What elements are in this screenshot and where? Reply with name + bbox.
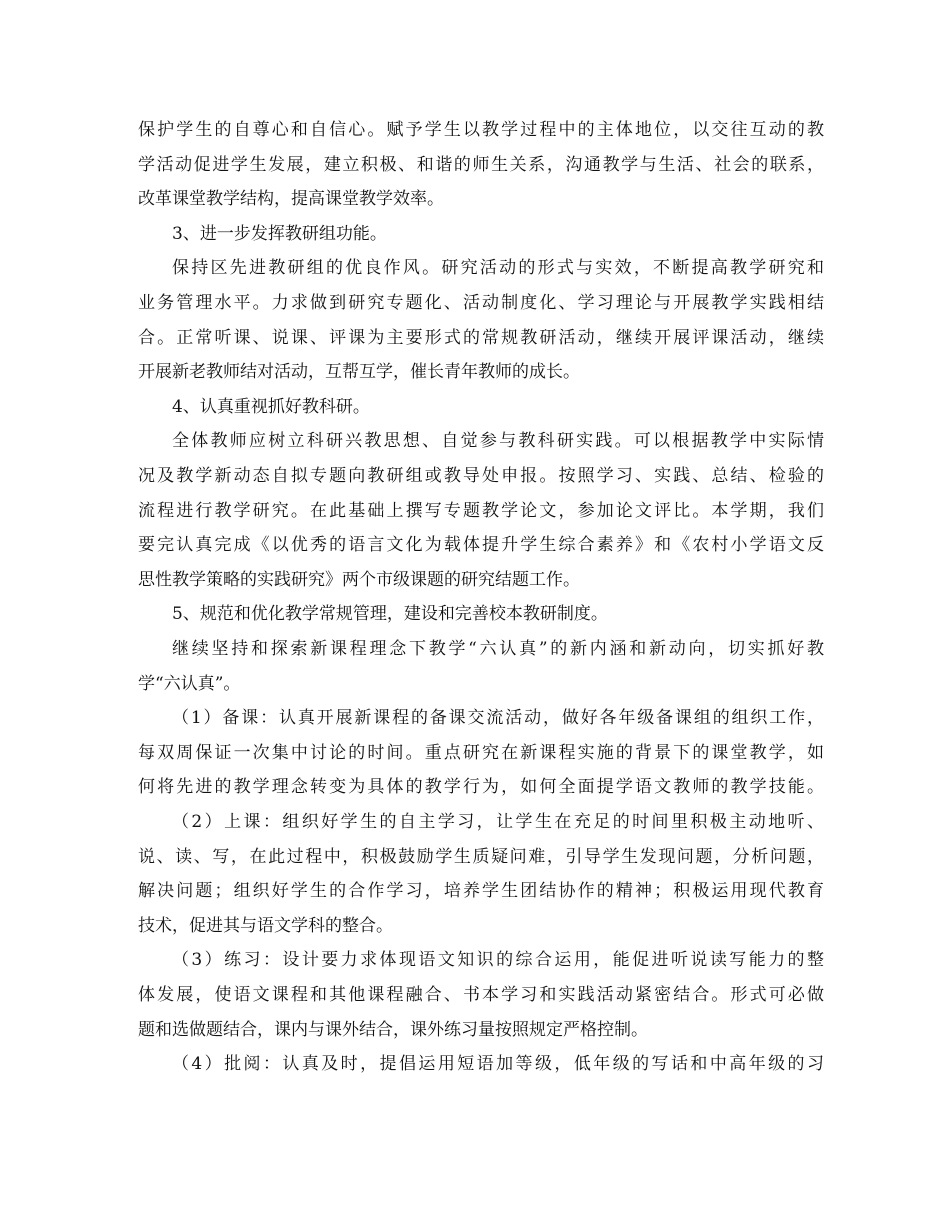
text-line: 继续坚持和探索新课程理念下教学“六认真”的新内涵和新动向，切实抓好教 [172, 639, 824, 659]
text-line: 体发展，使语文课程和其他课程融合、书本学习和实践活动紧密结合。形式可必做 [138, 985, 824, 1005]
text-line: 说、读、写，在此过程中，积极鼓励学生质疑问难，引导学生发现问题，分析问题， [138, 846, 824, 867]
text-line: 思性教学策略的实践研究》两个市级课题的研究结题工作。 [138, 569, 580, 590]
text-line: 4、认真重视抓好教科研。 [172, 396, 370, 417]
text-line: 保护学生的自尊心和自信心。赋予学生以教学过程中的主体地位，以交往互动的教 [138, 120, 824, 140]
text-line: （4）批阅：认真及时，提倡运用短语加等级，低年级的写话和中高年级的习 [172, 1054, 824, 1075]
text-line: 5、规范和优化教学常规管理，建设和完善校本教研制度。 [172, 604, 608, 625]
text-line: 3、进一步发挥教研组功能。 [172, 223, 387, 244]
text-line: （2）上课：组织好学生的自主学习，让学生在充足的时间里积极主动地听、 [172, 812, 824, 832]
text-line: 要完认真完成《以优秀的语言文化为载体提升学生综合素养》和《农村小学语文反 [138, 535, 824, 556]
text-line: 流程进行教学研究。在此基础上撰写专题教学论文，参加论文评比。本学期，我们 [138, 500, 824, 521]
text-line: 合。正常听课、说课、评课为主要形式的常规教研活动，继续开展评课活动，继续 [138, 327, 824, 348]
text-line: 保持区先进教研组的优良作风。研究活动的形式与实效，不断提高教学研究和 [172, 258, 824, 279]
text-line: 何将先进的教学理念转变为具体的教学行为，如何全面提学语文教师的教学技能。 [138, 777, 824, 798]
text-line: 全体教师应树立科研兴教思想、自觉参与教科研实践。可以根据教学中实际情 [172, 431, 824, 452]
text-line: 学活动促进学生发展，建立积极、和谐的师生关系，沟通教学与生活、社会的联系， [138, 154, 824, 175]
text-line: 改革课堂教学结构，提高课堂教学效率。 [138, 189, 444, 210]
text-line: （3）练习：设计要力求体现语文知识的综合运用，能促进听说读写能力的整 [172, 950, 824, 971]
text-line: 开展新老教师结对活动，互帮互学，催长青年教师的成长。 [138, 362, 580, 383]
text-line: 业务管理水平。力求做到研究专题化、活动制度化、学习理论与开展教学实践相结 [138, 293, 824, 313]
text-line: 学“六认真”。 [138, 673, 241, 694]
text-line: 解决问题；组织好学生的合作学习，培养学生团结协作的精神；积极运用现代教育 [138, 881, 824, 902]
text-line: 每双周保证一次集中讨论的时间。重点研究在新课程实施的背景下的课堂教学，如 [138, 742, 824, 763]
text-line: 况及教学新动态自拟专题向教研组或教导处申报。按照学习、实践、总结、检验的 [138, 466, 824, 486]
text-line: （1）备课：认真开展新课程的备课交流活动，做好各年级备课组的组织工作， [172, 708, 824, 729]
text-line: 题和选做题结合，课内与课外结合，课外练习量按照规定严格控制。 [138, 1019, 648, 1040]
text-line: 技术，促进其与语文学科的整合。 [138, 915, 393, 936]
